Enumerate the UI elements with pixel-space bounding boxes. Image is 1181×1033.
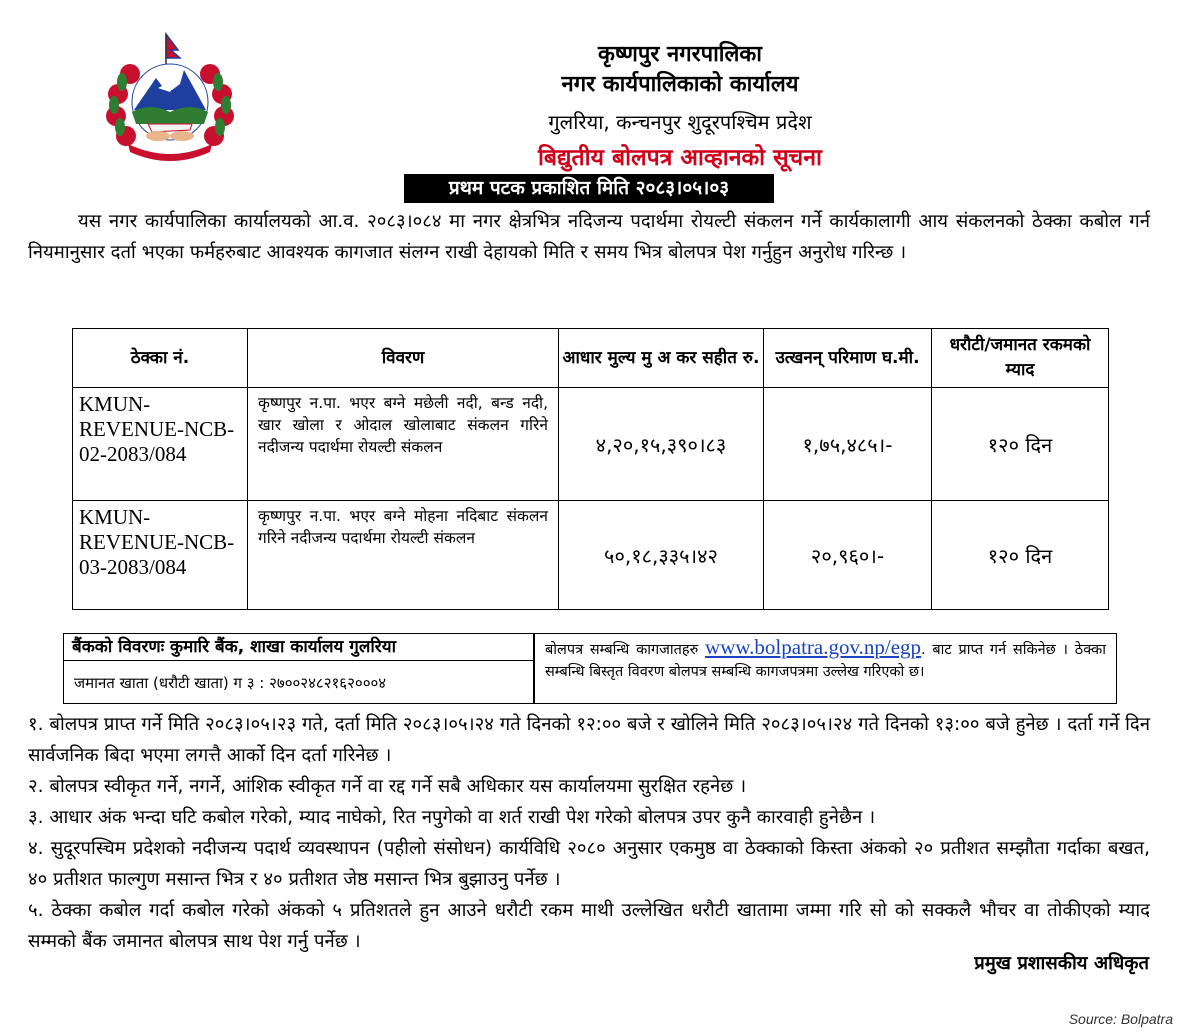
tender-table [72, 328, 1109, 610]
bolpatra-link[interactable]: www.bolpatra.gov.np/egp [705, 635, 922, 659]
contract-description: कृष्णपुर न.पा. भएर बग्ने मछेली नदी, बन्ड नदी, खार खोला र ओदाल खोलाबाट संकलन गरिने नदीजन्य पदार्थमा रोयल्टी संकलन [248, 388, 559, 501]
base-price: ५०,१८,३३५।४२ [559, 501, 764, 610]
condition-item: १. बोलपत्र प्राप्त गर्ने मिति २०८३।०५।२३ गते, दर्ता मिति २०८३।०५।२४ गते दिनको १२:०० बजे र खोलिने मिति २०८३।०५।२४ गते दिनको १३:०० बजे हुनेछ । दर्ता गर्ने दिन सार्वजनिक बिदा भएमा लगत्तै आर्को दिन दर्ता गरिनेछ । [28, 714, 1150, 766]
bank-details-box [63, 633, 534, 704]
contract-code: KMUN-REVENUE-NCB-03-2083/084 [73, 501, 248, 610]
documents-text-before: बोलपत्र सम्बन्धि कागजातहरु [545, 642, 699, 658]
government-emblem-icon [100, 32, 240, 164]
bank-account: जमानत खाता (धरौटी खाता) ग ३ : २७००२४८२१६२०००४ [74, 674, 387, 692]
header-validity: धरौटी/जमानत रकमको म्याद [932, 329, 1109, 388]
base-price: ४,२०,१५,३९०।८३ [559, 388, 764, 501]
bank-title: बैंकको विवरणः कुमारि बैंक, शाखा कार्यालय गुलरिया [64, 634, 533, 661]
signatory-title: प्रमुख प्रशासकीय अधिकृत [974, 953, 1149, 974]
notice-title: बिद्युतीय बोलपत्र आव्हानको सूचना [537, 145, 823, 171]
office-name: नगर कार्यपालिकाको कार्यालय [561, 72, 799, 97]
header-contract-no: ठेक्का नं. [73, 329, 248, 388]
quantity: १,७५,४८५।- [764, 388, 932, 501]
documents-text-after: . बाट प्राप्त गर्न सकिनेछ । ठेक्का सम्बन्धि बिस्तृत विवरण बोलपत्र सम्बन्धि कागजपत्रमा उल्लेख गरिएको छ। [545, 642, 1106, 680]
quantity: २०,९६०।- [764, 501, 932, 610]
validity: १२० दिन [932, 388, 1109, 501]
validity: १२० दिन [932, 501, 1109, 610]
header-quantity: उत्खनन् परिमाण घ.मी. [764, 329, 932, 388]
source-credit: Source: Bolpatra [1068, 1011, 1173, 1027]
intro-paragraph: यस नगर कार्यपालिका कार्यालयको आ.व. २०८३।०८४ मा नगर क्षेत्रभित्र नदिजन्य पदार्थमा रोयल्टी संकलन गर्ने कार्यकालागी आय संकलनको ठेक्का कबोल गर्न नियमानुसार दर्ता भएका फर्महरुबाट आवश्यक कागजात संलग्न राखी देहायको मिति र समय भित्र बोलपत्र पेश गर्नुहुन अनुरोध गरिन्छ । [28, 211, 1150, 263]
header-description: विवरण [248, 329, 559, 388]
condition-item: ३. आधार अंक भन्दा घटि कबोल गरेको, म्याद नाघेको, रित नपुगेको वा शर्त राखी पेश गरेको बोलपत्र उपर कुनै कारवाही हुनेछैन । [28, 807, 876, 828]
table-row [73, 388, 1109, 501]
table-row [73, 501, 1109, 610]
condition-item: ४. सुदूरपस्चिम प्रदेशको नदीजन्य पदार्थ व्यवस्थापन (पहीलो संसोधन) कार्यविधि २०८० अनुसार एकमुष्ठ वा ठेक्काको किस्ता अंकको २० प्रतीशत सम्झौता गर्दाका बखत, ४० प्रतीशत फाल्गुण मसान्त भित्र र ४० प्रतीशत जेष्ठ मसान्त भित्र बुझाउनु पर्नेछ । [28, 838, 1150, 890]
contract-code: KMUN-REVENUE-NCB-02-2083/084 [73, 388, 248, 501]
conditions-list [28, 709, 1150, 957]
office-address: गुलरिया, कन्चनपुर शुदूरपश्चिम प्रदेश [548, 110, 812, 134]
table-header-row [73, 329, 1109, 388]
header-base-price: आधार मुल्य मु अ कर सहीत रु. [559, 329, 764, 388]
documents-info-box [534, 633, 1117, 704]
contract-description: कृष्णपुर न.पा. भएर बग्ने मोहना नदिबाट संकलन गरिने नदीजन्य पदार्थमा रोयल्टी संकलन [248, 501, 559, 610]
condition-item: २. बोलपत्र स्वीकृत गर्ने, नगर्ने, आंशिक स्वीकृत गर्ने वा रद्द गर्ने सबै अधिकार यस कार्यालयमा सुरक्षित रहनेछ । [28, 776, 747, 797]
publication-date-banner: प्रथम पटक प्रकाशित मिति २०८३।०५।०३ [404, 174, 774, 203]
condition-item: ५. ठेक्का कबोल गर्दा कबोल गरेको अंकको ५ प्रतिशतले हुन आउने धरौटी रकम माथी उल्लेखित धरौटी खातामा जम्मा गरि सो को सक्कलै भौचर वा तोकीएको म्याद सम्मको बैंक जमानत बोलपत्र साथ पेश गर्नु पर्नेछ । [28, 900, 1150, 952]
municipality-name: कृष्णपुर नगरपालिका [597, 42, 763, 67]
